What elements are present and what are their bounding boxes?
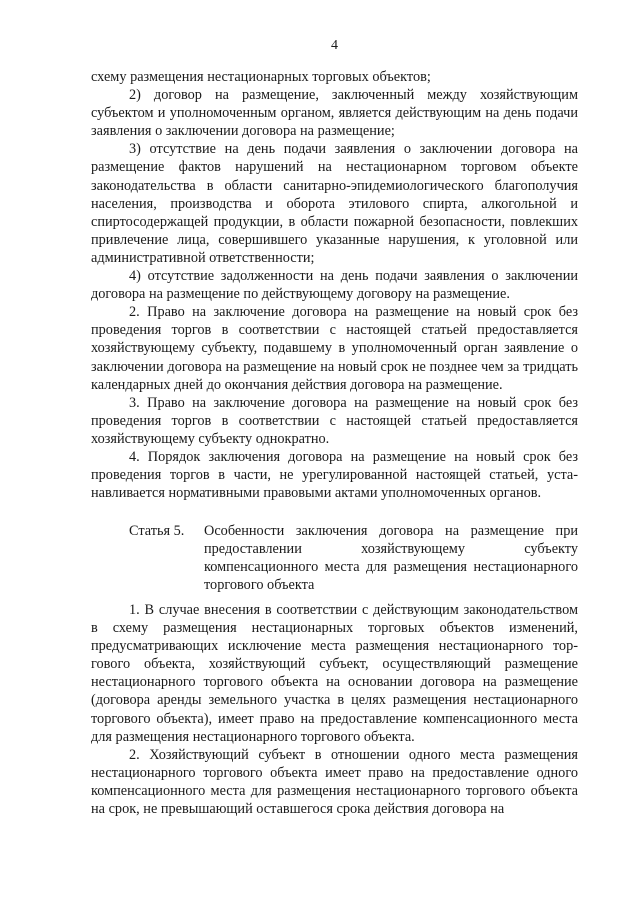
paragraph: 2) договор на размещение, заключенный между хозяйствующим субъектом и уполномоченным органом, является действующим на день подачи заявления о заключении договора на размещение; [91,87,578,140]
article-title: Особенности заключения договора на размещение при предоставлении хозяйствующему субъекту компенсационного места для размещения нестационарного торгового объекта [204,523,578,594]
paragraph: 3. Право на заключение договора на размещение на новый срок без проведения торгов в соответствии с настоящей статьей предоставляется хозяйствующему субъекту однократно. [91,394,578,447]
paragraph: 3) отсутствие на день подачи заявления о заключении договора на размещение фактов нарушений на нестационарном торговом объекте законодательства в области санитарно-эпидемиологического благополучия населения, производства и оборота этилового спирта, алкогольной и спиртосодержащей продукции, в области пожарной безопасности, повлекших привлечение лица, совершившего указанные нарушения, к уголовной или административной ответственности; [91,141,578,266]
body-text-continued [91,601,578,818]
body-text [91,68,578,502]
page-number: 4 [331,38,338,53]
paragraph: 4. Порядок заключения договора на размещение на новый срок без проведения торгов в части, не урегулированной настоящей статьей, устанавливается нормативными правовыми актами уполномоченных органов. [91,448,578,502]
paragraph: 2. Хозяйствующий субъект в отношении одного места размещения нестационарного торгового объекта имеет право на предоставление одного компенсационного места для размещения нестационарного торгового объекта на срок, не превышающий оставшегося срока действия договора на [91,746,578,818]
paragraph: схему размещения нестационарных торговых объектов; [91,69,431,85]
paragraph: 1. В случае внесения в соответствии с действующим законодательством в схему размещения нестационарных торговых объектов изменений, предусматривающих исключение места размещения нестационарного торгового объекта, хозяйствующий субъект, осуществляющий размещение нестационарного торгового объекта на основании договора на размещение (договора аренды земельного участка в целях размещения нестационарного торгового объекта), имеет право на предоставление компенсационного места для размещения нестационарного торгового объекта. [91,602,578,745]
paragraph: 4) отсутствие задолженности на день подачи заявления о заключении договора на размещение по действующему договору на размещение. [91,268,578,303]
article-label: Статья 5. [129,523,185,539]
paragraph: 2. Право на заключение договора на размещение на новый срок без проведения торгов в соответствии с настоящей статьей предоставляется хозяйствующему субъекту, подавшему в уполномоченный орган заявление о заключении договора на размещение на новый срок не позднее чем за тридцать календарных дней до окончания действия договора на размещение. [91,304,578,393]
